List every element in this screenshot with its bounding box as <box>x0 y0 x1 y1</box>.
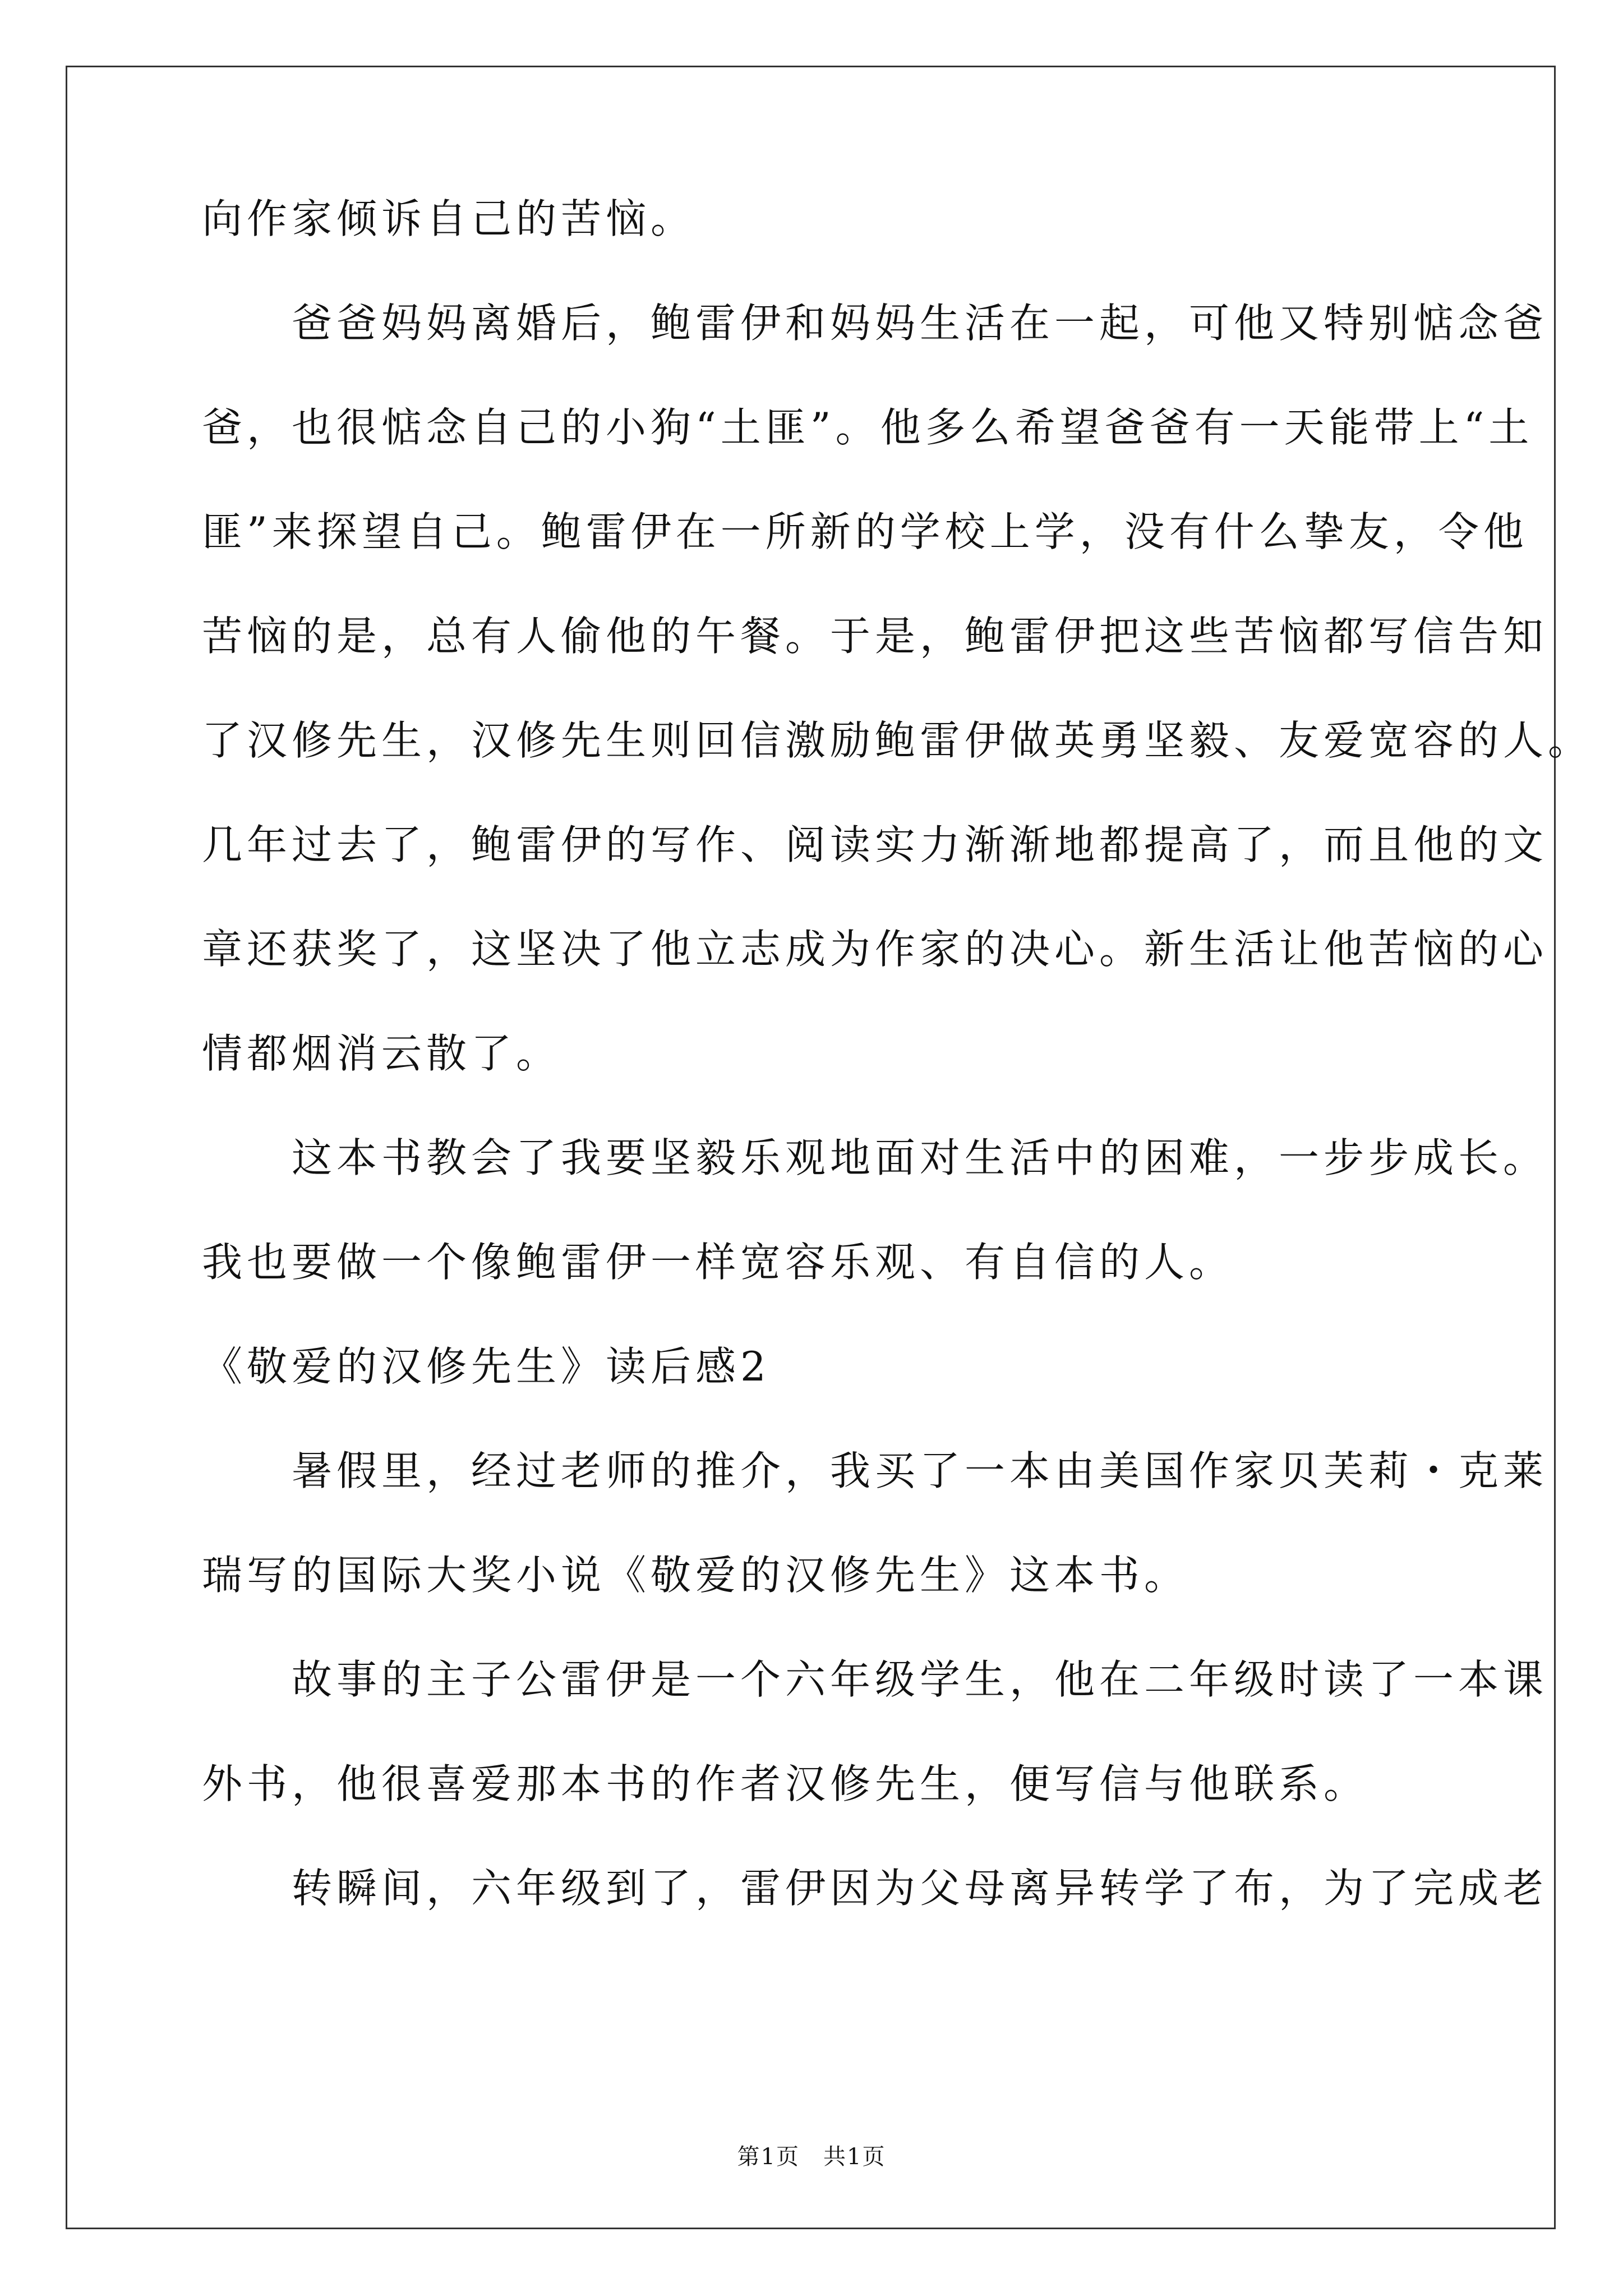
text-line: 匪”来探望自己。鲍雷伊在一所新的学校上学，没有什么挚友，令他 <box>202 508 1528 555</box>
text-line: 几年过去了，鲍雷伊的写作、阅读实力渐渐地都提高了，而且他的文 <box>202 821 1548 868</box>
text-line: 外书，他很喜爱那本书的作者汉修先生，便写信与他联系。 <box>202 1760 1369 1807</box>
text-line: 苦恼的是，总有人偷他的午餐。于是，鲍雷伊把这些苦恼都写信告知 <box>202 613 1548 660</box>
page-footer: 第1页 共1页 <box>737 2144 886 2170</box>
text-line: 这本书教会了我要坚毅乐观地面对生活中的困难，一步步成长。 <box>202 1134 1548 1181</box>
text-line: 爸爸妈妈离婚后，鲍雷伊和妈妈生活在一起，可他又特别惦念爸 <box>202 300 1548 347</box>
text-line: 暑假里，经过老师的推介，我买了一本由美国作家贝芙莉・克莱 <box>202 1447 1548 1494</box>
text-line: 转瞬间，六年级到了，雷伊因为父母离异转学了布，为了完成老 <box>202 1865 1548 1912</box>
text-line: 章还获奖了，这坚决了他立志成为作家的决心。新生活让他苦恼的心 <box>202 926 1548 973</box>
text-line: 我也要做一个像鲍雷伊一样宽容乐观、有自信的人。 <box>202 1239 1234 1286</box>
text-line: 瑞写的国际大奖小说《敬爱的汉修先生》这本书。 <box>202 1552 1189 1599</box>
text-line: 情都烟消云散了。 <box>202 1030 561 1077</box>
text-line: 了汉修先生，汉修先生则回信激励鲍雷伊做英勇坚毅、友爱宽容的人。 <box>202 717 1593 764</box>
text-line: 向作家倾诉自己的苦恼。 <box>202 195 696 242</box>
section-title: 《敬爱的汉修先生》读后感2 <box>202 1343 771 1390</box>
text-line: 故事的主子公雷伊是一个六年级学生，他在二年级时读了一本课 <box>202 1656 1548 1703</box>
text-line: 爸，也很惦念自己的小狗“土匪”。他多么希望爸爸有一天能带上“土 <box>202 404 1534 451</box>
